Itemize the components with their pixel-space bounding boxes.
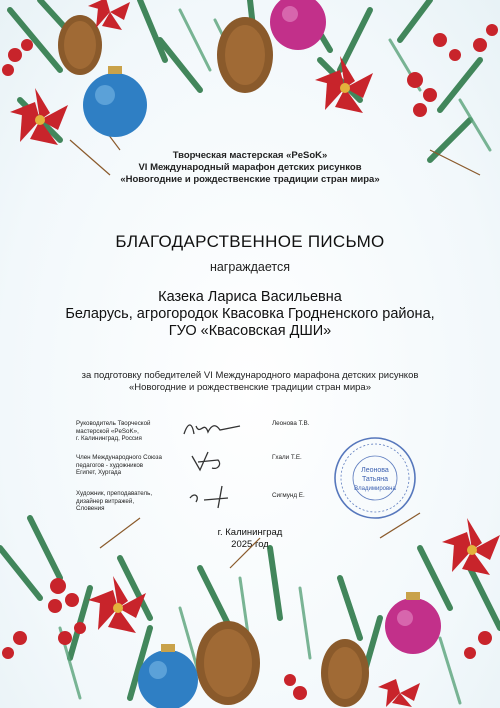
magenta-ornament-icon — [385, 592, 441, 654]
reason-line: за подготовку победителей VI Международного марафона детских рисунков — [81, 370, 419, 381]
recipient-school: ГУО «Квасовская ДШИ» — [168, 323, 332, 339]
signatory-name: Сигмунд Е. — [272, 492, 305, 499]
document-title: БЛАГОДАРСТВЕННОЕ ПИСЬМО — [115, 232, 385, 251]
role-line: Художник, преподаватель, — [76, 490, 153, 497]
role-line: Словения — [76, 505, 105, 513]
reason-block — [0, 370, 500, 393]
role-line: мастерской «PeSoK», — [76, 427, 139, 435]
poinsettia-icon — [378, 679, 420, 707]
signatory-name: Гхали Т.Е. — [272, 454, 302, 461]
magenta-ornament-icon — [270, 0, 326, 50]
blue-ornament-icon — [138, 644, 198, 708]
poinsettia-icon — [442, 518, 500, 575]
marathon-line: VI Международный марафон детских рисунков — [138, 162, 362, 173]
stamp-line: Владимировна — [354, 486, 396, 492]
signatory-role — [76, 454, 186, 477]
theme-line: «Новогодние и рождественские традиции стран мира» — [120, 174, 380, 185]
recipient-place: Беларусь, агрогородок Квасовка Гродненского района, — [65, 306, 435, 322]
signature-image — [178, 448, 248, 476]
signatory-name: Леонова Т.В. — [272, 420, 310, 427]
stamp-line: Леонова — [361, 467, 389, 474]
signature-image — [178, 414, 248, 442]
pine-cone-icon — [196, 621, 260, 705]
role-line: Член Международного Союза — [76, 454, 162, 461]
role-line: г. Калининград, Россия — [76, 435, 142, 443]
role-line: педагогов - художников — [76, 461, 144, 469]
city-label: г. Калининград — [217, 527, 283, 538]
reason-theme: «Новогодние и рождественские традиции стран мира» — [129, 381, 371, 393]
awarded-label: награждается — [209, 260, 291, 274]
organizer-line: Творческая мастерская «PeSoK» — [172, 150, 328, 161]
bottom-decoration — [0, 508, 500, 708]
role-line: Египет, Хургада — [76, 469, 122, 477]
signatory-role — [76, 420, 186, 443]
stamp-line: Татьяна — [361, 476, 389, 483]
pine-cone-icon — [217, 17, 273, 93]
poinsettia-icon — [88, 576, 146, 633]
role-line: Руководитель Творческой — [76, 420, 151, 427]
recipient-block — [0, 289, 500, 340]
pine-cone-icon — [58, 15, 102, 75]
signature-image — [178, 482, 248, 510]
organizer-header — [0, 150, 500, 186]
blue-ornament-icon — [83, 66, 147, 137]
role-line: дизайнер витражей, — [76, 497, 135, 505]
year-label: 2025 год — [231, 539, 269, 550]
pine-cone-icon — [321, 639, 369, 707]
recipient-name: Казека Лариса Васильевна — [158, 289, 342, 305]
